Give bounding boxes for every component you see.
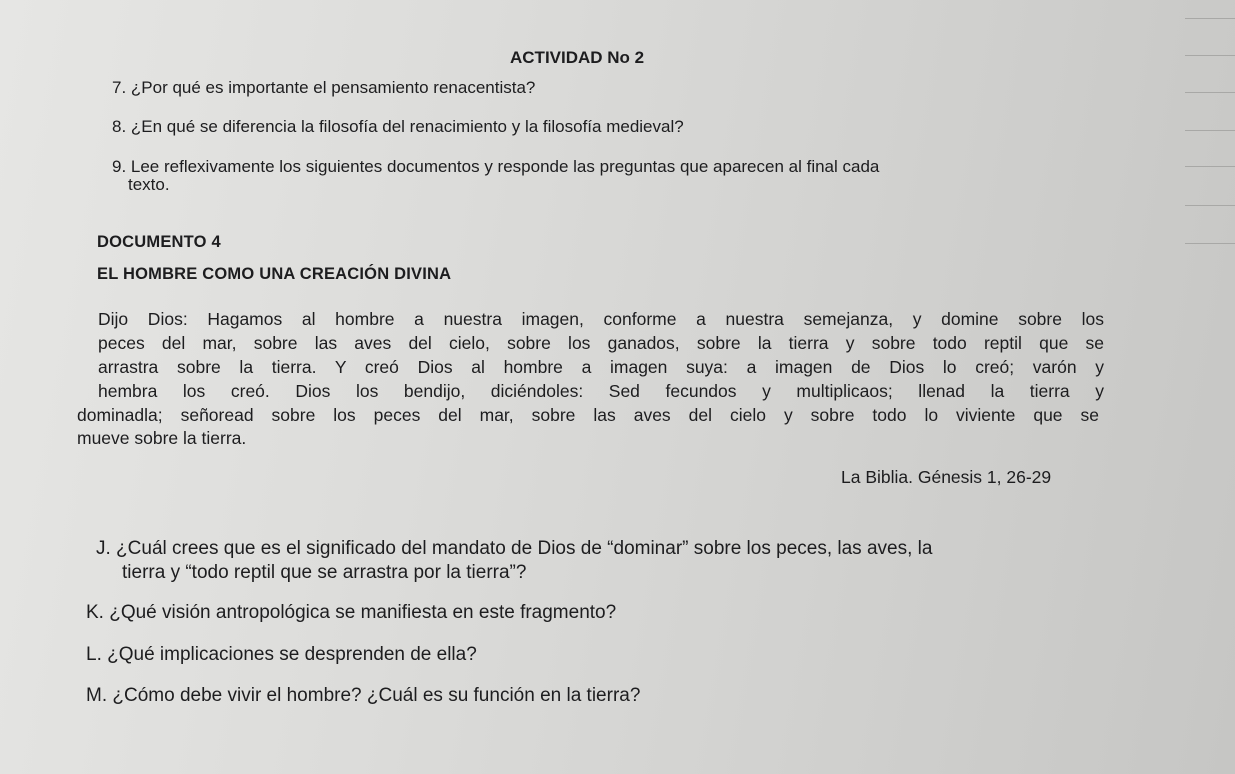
document-body-line-2: peces del mar, sobre las aves del cielo, sobre los ganados, sobre la tierra y sobre todo reptil que se [98, 333, 1104, 353]
question-j: J. ¿Cuál crees que es el significado del mandato de Dios de “dominar” sobre los peces, las aves, la [96, 538, 933, 559]
question-k: K. ¿Qué visión antropológica se manifiesta en este fragmento? [86, 602, 617, 623]
question-8: 8. ¿En qué se diferencia la filosofía del renacimiento y la filosofía medieval? [112, 117, 684, 136]
page-edge-lines [1175, 0, 1235, 300]
document-body-line-5: dominadla; señoread sobre los peces del mar, sobre las aves del cielo y sobre todo lo viviente que se [77, 405, 1099, 425]
document-citation: La Biblia. Génesis 1, 26-29 [841, 467, 1052, 487]
question-9-continuation: texto. [128, 175, 170, 194]
question-l: L. ¿Qué implicaciones se desprenden de ella? [86, 644, 477, 665]
question-m: M. ¿Cómo debe vivir el hombre? ¿Cuál es su función en la tierra? [86, 685, 641, 706]
document-heading: EL HOMBRE COMO UNA CREACIÓN DIVINA [97, 265, 452, 283]
question-9: 9. Lee reflexivamente los siguientes documentos y responde las preguntas que aparecen al final cada [112, 157, 880, 176]
document-body-line-3: arrastra sobre la tierra. Y creó Dios al hombre a imagen suya: a imagen de Dios lo creó; varón y [98, 357, 1104, 377]
document-body-line-4: hembra los creó. Dios los bendijo, diciéndoles: Sed fecundos y multiplicaos; llenad la tierra y [98, 381, 1104, 401]
document-body-line-6: mueve sobre la tierra. [77, 428, 247, 448]
document-body-line-1: Dijo Dios: Hagamos al hombre a nuestra imagen, conforme a nuestra semejanza, y domine sobre los [98, 309, 1104, 329]
activity-title: ACTIVIDAD No 2 [510, 48, 645, 67]
question-j-continuation: tierra y “todo reptil que se arrastra por la tierra”? [122, 562, 527, 583]
document-label: DOCUMENTO 4 [97, 233, 221, 251]
question-7: 7. ¿Por qué es importante el pensamiento renacentista? [112, 78, 536, 97]
